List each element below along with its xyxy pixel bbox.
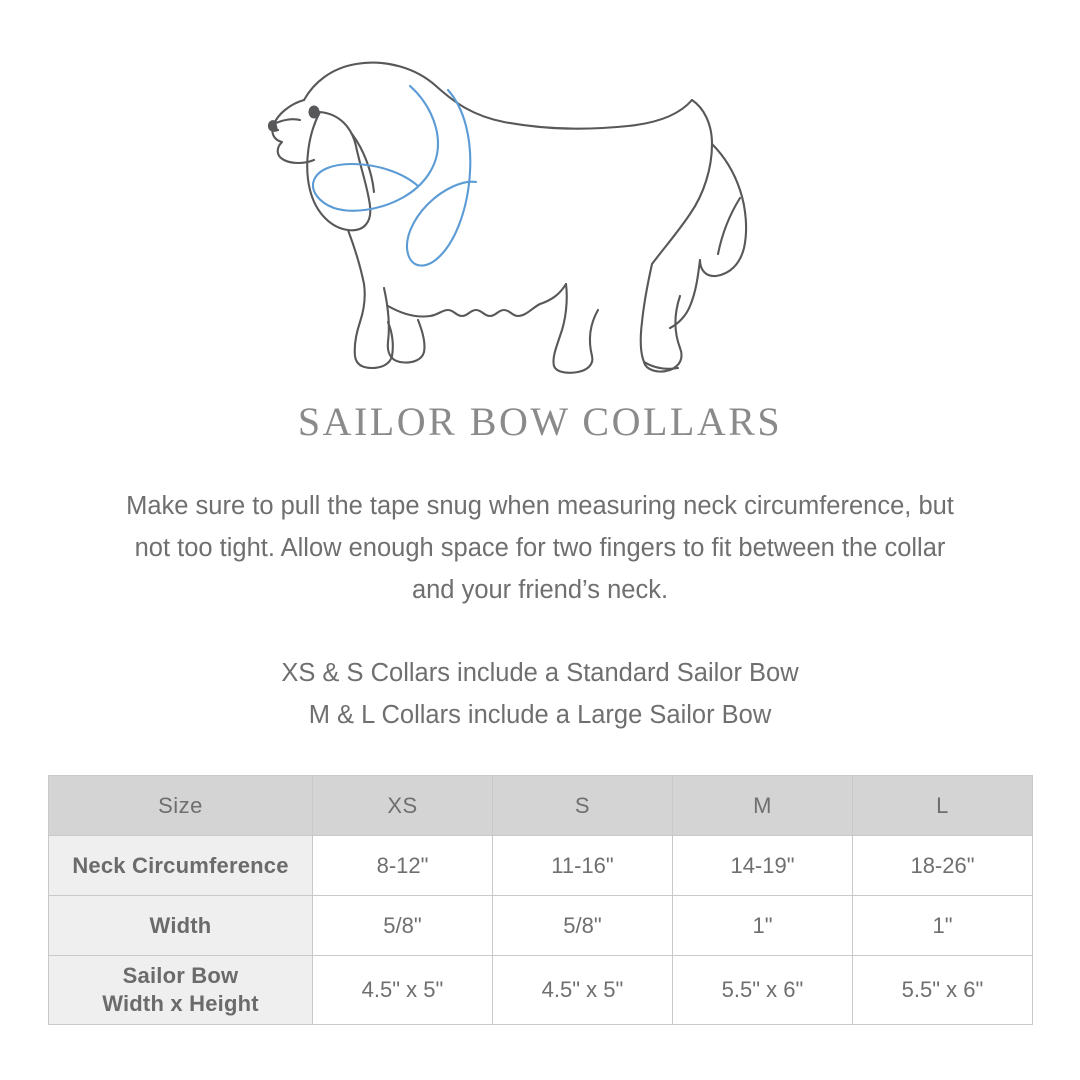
cell-bow-s: 4.5" x 5": [493, 956, 673, 1025]
cell-neck-l: 18-26": [853, 836, 1033, 896]
dog-line-drawing-svg: [260, 38, 820, 378]
row-label-sailor-bow-line-2: Width x Height: [102, 991, 259, 1016]
table-header-l: L: [853, 776, 1033, 836]
cell-neck-m: 14-19": [673, 836, 853, 896]
row-label-width: Width: [49, 896, 313, 956]
cell-width-s: 5/8": [493, 896, 673, 956]
measure-loops: [313, 86, 476, 266]
table-header-m: M: [673, 776, 853, 836]
table-row: [49, 836, 1033, 896]
bow-note-line-2: M & L Collars include a Large Sailor Bow: [308, 701, 772, 729]
bow-note-line-1: XS & S Collars include a Standard Sailor Bow: [281, 659, 799, 687]
cell-bow-l: 5.5" x 6": [853, 956, 1033, 1025]
cell-bow-xs: 4.5" x 5": [313, 956, 493, 1025]
intro-paragraph: Make sure to pull the tape snug when measuring neck circumference, but not too tight. Allow enough space for two fingers to fit between the collar and your friend’s neck.: [126, 492, 954, 604]
row-label-sailor-bow-line-1: Sailor Bow: [122, 963, 239, 988]
table-header-size: Size: [49, 776, 313, 836]
size-table-wrapper: [48, 775, 1032, 1025]
table-row: [49, 956, 1033, 1025]
cell-width-xs: 5/8": [313, 896, 493, 956]
table-header-s: S: [493, 776, 673, 836]
size-table: [48, 775, 1033, 1025]
page-title: SAILOR BOW COLLARS: [297, 399, 783, 444]
cell-neck-s: 11-16": [493, 836, 673, 896]
dog-illustration: [0, 28, 1080, 388]
cell-width-m: 1": [673, 896, 853, 956]
cell-bow-m: 5.5" x 6": [673, 956, 853, 1025]
cell-neck-xs: 8-12": [313, 836, 493, 896]
table-header-row: [49, 776, 1033, 836]
table-header-xs: XS: [313, 776, 493, 836]
row-label-sailor-bow: [49, 956, 313, 1025]
row-label-neck-circumference: Neck Circumference: [49, 836, 313, 896]
table-row: [49, 896, 1033, 956]
bow-note: [120, 652, 960, 736]
cell-width-l: 1": [853, 896, 1033, 956]
